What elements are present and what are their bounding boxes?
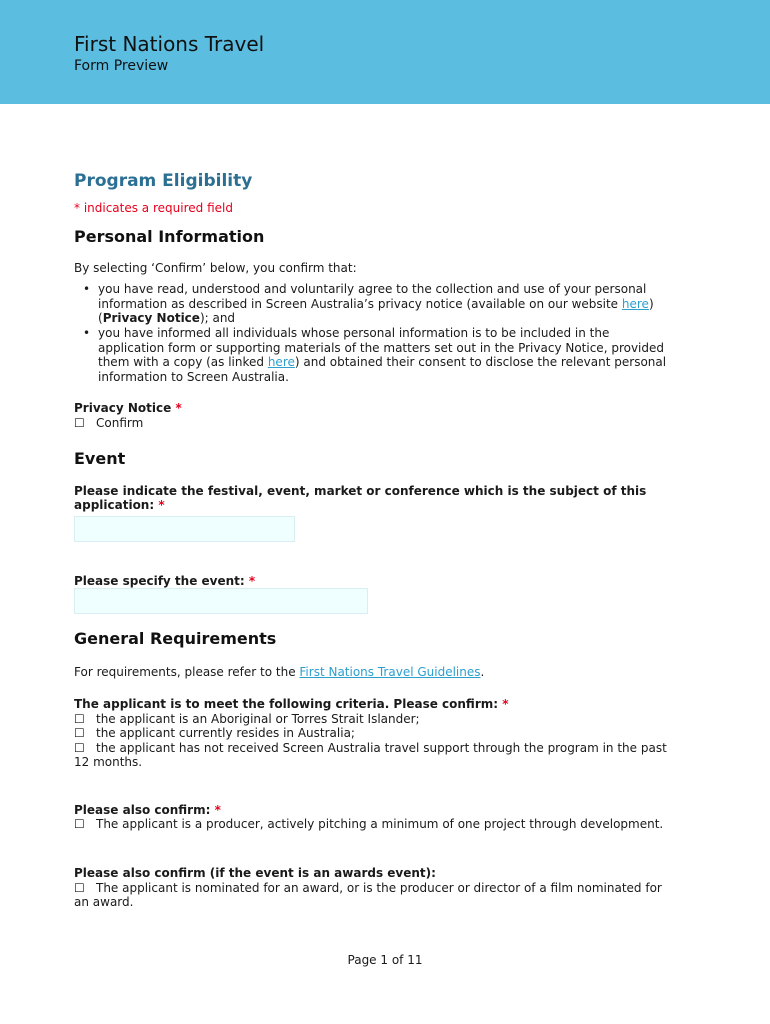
privacy-notice-group xyxy=(74,401,674,430)
checkbox-icon[interactable]: ☐ xyxy=(74,415,85,430)
label-text: Please specify the event: xyxy=(74,573,245,588)
producer-confirm-group xyxy=(74,803,674,832)
bullet-icon: • xyxy=(83,282,91,297)
event-name-input[interactable] xyxy=(74,516,295,542)
guidelines-link[interactable]: First Nations Travel Guidelines xyxy=(299,665,481,680)
bullet-icon: • xyxy=(83,325,91,340)
required-asterisk: * xyxy=(214,802,221,817)
criteria-text: the applicant has not received Screen Australia travel support through the program in the past 12 months. xyxy=(74,740,667,770)
awards-text: The applicant is nominated for an award, or is the producer or director of a film nominated for an award. xyxy=(74,880,662,910)
label-text: Please indicate the festival, event, market or conference which is the subject of this application: xyxy=(74,483,647,513)
privacy-notice-term: Privacy Notice xyxy=(102,311,200,326)
event-q1-label xyxy=(74,484,674,513)
criteria-text: the applicant currently resides in Australia; xyxy=(96,726,355,741)
privacy-notice-label xyxy=(74,401,674,416)
event-q2-label xyxy=(74,574,674,589)
form-title: First Nations Travel xyxy=(74,32,265,56)
requirements-intro xyxy=(74,665,674,680)
required-asterisk: * xyxy=(158,498,165,513)
form-subtitle: Form Preview xyxy=(74,58,169,74)
bullet-text: ) ( xyxy=(98,296,654,326)
criteria-option[interactable] xyxy=(74,712,674,727)
bullet-text: you have informed all individuals whose personal information is to be included in the application form or supporting materials of the matters set out in the Privacy Notice, provided them with a copy (as linked xyxy=(98,325,665,370)
confirm-label: Confirm xyxy=(96,415,144,430)
label-text: Privacy Notice xyxy=(74,401,172,416)
awards-confirm-label: Please also confirm (if the event is an awards event): xyxy=(74,866,436,881)
required-asterisk: * xyxy=(502,696,509,711)
required-asterisk: * xyxy=(248,573,256,588)
producer-option[interactable] xyxy=(74,817,674,832)
form-content xyxy=(74,170,674,910)
required-asterisk: * xyxy=(175,401,182,416)
list-item xyxy=(83,282,674,326)
criteria-group xyxy=(74,697,674,770)
bullet-text: ) and obtained their consent to disclose the relevant personal information to Screen Australia. xyxy=(98,355,667,384)
criteria-option[interactable] xyxy=(74,741,674,770)
confirm-bullet-list xyxy=(74,282,674,384)
checkbox-icon[interactable]: ☐ xyxy=(74,880,85,895)
also-confirm-label xyxy=(74,803,674,818)
criteria-option[interactable] xyxy=(74,726,674,741)
criteria-label xyxy=(74,697,674,712)
producer-text: The applicant is a producer, actively pitching a minimum of one project through development. xyxy=(96,817,664,832)
privacy-copy-link[interactable]: here xyxy=(267,355,295,370)
label-text: The applicant is to meet the following criteria. Please confirm: xyxy=(74,696,499,711)
list-item xyxy=(83,325,674,384)
checkbox-icon[interactable]: ☐ xyxy=(74,740,85,755)
personal-intro: By selecting ‘Confirm’ below, you confirm that: xyxy=(74,260,357,275)
general-requirements-heading: General Requirements xyxy=(74,629,277,649)
event-specify-input[interactable] xyxy=(74,588,368,614)
privacy-confirm-option[interactable] xyxy=(74,416,674,431)
event-question-1 xyxy=(74,484,674,542)
privacy-notice-link[interactable]: here xyxy=(621,296,649,311)
header-banner xyxy=(0,0,770,104)
bullet-text: you have read, understood and voluntarily agree to the collection and use of your personal information as described in Screen Australia’s privacy notice (available on our website xyxy=(98,282,647,311)
intro-text: . xyxy=(480,665,485,680)
page-number: Page 1 of 11 xyxy=(347,953,423,967)
event-heading: Event xyxy=(74,448,126,468)
bullet-text: ); and xyxy=(199,311,236,326)
required-field-note: * indicates a required field xyxy=(74,201,233,215)
checkbox-icon[interactable]: ☐ xyxy=(74,711,85,726)
label-text: Please also confirm: xyxy=(74,802,211,817)
checkbox-icon[interactable]: ☐ xyxy=(74,817,85,832)
awards-option[interactable] xyxy=(74,881,674,910)
criteria-text: the applicant is an Aboriginal or Torres Strait Islander; xyxy=(96,711,420,726)
checkbox-icon[interactable]: ☐ xyxy=(74,726,85,741)
awards-confirm-group xyxy=(74,866,674,910)
personal-information-heading: Personal Information xyxy=(74,226,265,246)
section-title: Program Eligibility xyxy=(74,171,253,191)
event-question-2 xyxy=(74,574,674,615)
intro-text: For requirements, please refer to the xyxy=(74,665,300,680)
